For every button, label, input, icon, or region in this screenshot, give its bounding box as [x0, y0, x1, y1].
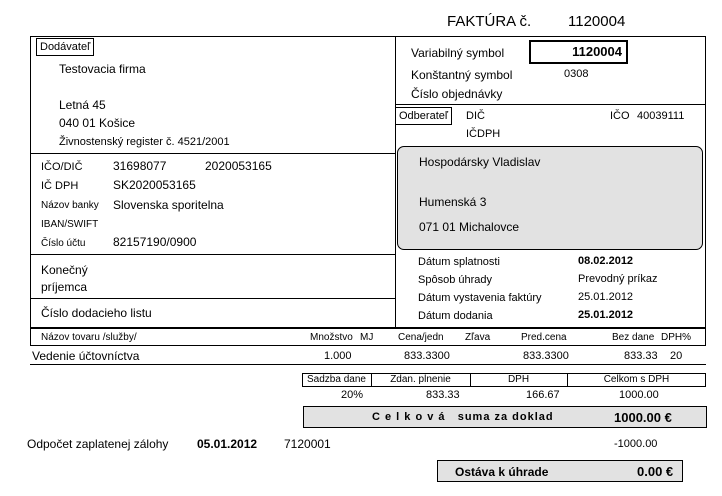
supplier-icdph: SK2020053165: [113, 178, 196, 192]
item-name: Vedenie účtovníctva: [32, 349, 140, 363]
icdph-label: IČ DPH: [41, 180, 79, 192]
supplier-bank: Slovenska sporitelna: [113, 198, 224, 212]
variable-symbol-label: Variabilný symbol: [411, 46, 505, 60]
supplier-street: Letná 45: [59, 98, 106, 112]
vat-base: 833.33: [426, 389, 460, 401]
recipient-divider: [30, 298, 396, 299]
payment-method-value: Prevodný príkaz: [578, 273, 658, 285]
advance-date: 05.01.2012: [197, 437, 258, 451]
col-price: Cena/jedn: [398, 332, 444, 343]
col-no-vat: Bez dane: [612, 332, 655, 343]
info-divider: [395, 104, 706, 105]
customer-ico: 40039111: [637, 110, 685, 122]
supplier-divider: [30, 153, 396, 154]
supplier-name: Testovacia firma: [59, 62, 146, 76]
advance-value: -1000.00: [614, 438, 658, 450]
col-sale-price: Pred.cena: [521, 332, 567, 343]
iban-label: IBAN/SWIFT: [41, 219, 99, 230]
col-discount: Zľava: [465, 332, 491, 343]
customer-tab: Odberateľ: [395, 107, 452, 125]
final-recipient-label-1: Konečný: [41, 263, 88, 277]
variable-symbol-box: [529, 40, 628, 64]
vat-rate: 20%: [341, 389, 364, 401]
supplier-account: 82157190/0900: [113, 235, 197, 249]
supplier-ico: 31698077: [113, 159, 167, 173]
remaining-value: 0.00 €: [637, 464, 674, 479]
item-sale-price: 833.3300: [523, 350, 569, 362]
vat-total: 1000.00: [619, 389, 659, 401]
total-label: C e l k o v á suma za doklad: [372, 411, 554, 423]
constant-symbol-value: 0308: [564, 68, 589, 80]
variable-symbol-value: 1120004: [572, 44, 622, 59]
vat-total-label: Celkom s DPH: [603, 374, 670, 385]
col-vat: DPH%: [661, 332, 692, 343]
remaining-label: Ostáva k úhrade: [455, 465, 549, 479]
customer-name: Hospodársky Vladislav: [419, 155, 541, 169]
delivery-date-label: Dátum dodania: [418, 310, 493, 322]
order-number-label: Číslo objednávky: [411, 87, 503, 101]
invoice-number-title: 1120004: [568, 13, 626, 30]
invoice-title: [447, 13, 531, 30]
col-name: Názov tovaru /služby/: [41, 332, 137, 343]
supplier-city: 040 01 Košice: [59, 116, 136, 130]
vat-amount-label: DPH: [507, 374, 530, 385]
item-no-vat: 833.33: [624, 350, 658, 362]
issue-date-label: Dátum vystavenia faktúry: [418, 292, 542, 304]
issue-date-value: 25.01.2012: [578, 291, 634, 303]
invoice-title-label: FAKTÚRA č.: [447, 13, 532, 30]
customer-dic-label: DIČ: [466, 110, 485, 122]
total-value: 1000.00 €: [614, 410, 672, 425]
customer-icdph-label: IČDPH: [466, 128, 501, 140]
item-qty: 1.000: [324, 350, 352, 362]
frame-divider: [395, 36, 396, 328]
bank-divider: [30, 254, 396, 255]
customer-ico-label: IČO: [610, 110, 630, 122]
delivery-date-value: 25.01.2012: [578, 309, 634, 321]
item-vat: 20: [670, 350, 683, 362]
customer-city: 071 01 Michalovce: [419, 220, 520, 234]
final-recipient-label-2: príjemca: [41, 280, 88, 294]
constant-symbol-label: Konštantný symbol: [411, 68, 513, 82]
vat-rate-label: Sadzba dane: [307, 374, 366, 385]
ico-dic-label: IČO/DIČ: [41, 161, 83, 173]
col-qty: Množstvo: [310, 332, 353, 343]
vat-base-label: Zdan. plnenie: [390, 374, 451, 385]
customer-street: Humenská 3: [419, 195, 487, 209]
advance-doc: 7120001: [284, 437, 331, 451]
due-date-label: Dátum splatnosti: [418, 256, 500, 268]
advance-label: Odpočet zaplatenej zálohy: [27, 437, 169, 451]
supplier-register: Živnostenský register č. 4521/2001: [59, 136, 230, 148]
item-price: 833.3300: [404, 350, 450, 362]
col-unit: MJ: [360, 332, 374, 343]
bank-label: Názov banky: [41, 200, 99, 211]
delivery-note-label: Číslo dodacieho listu: [41, 306, 152, 320]
supplier-tab: Dodávateľ: [36, 38, 94, 56]
vat-amount: 166.67: [526, 389, 560, 401]
account-label: Číslo účtu: [41, 238, 86, 249]
supplier-dic: 2020053165: [205, 159, 272, 173]
payment-method-label: Spôsob úhrady: [418, 274, 492, 286]
due-date-value: 08.02.2012: [578, 255, 634, 267]
items-bottom-line: [30, 364, 706, 365]
